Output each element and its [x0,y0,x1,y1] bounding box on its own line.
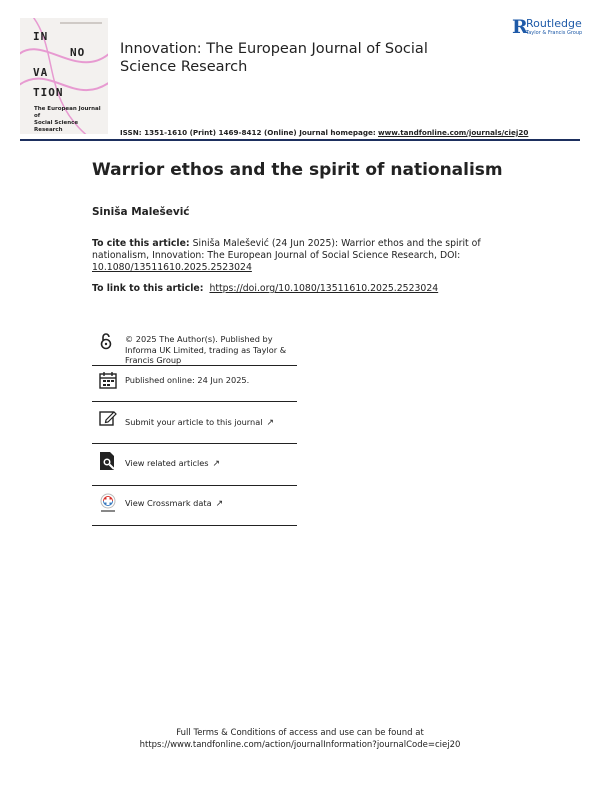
article-author: Siniša Malešević [92,206,190,218]
box-divider [92,525,297,526]
cover-word: IN [33,30,49,43]
box-divider [92,365,297,366]
terms-footer [0,727,600,751]
published-date [92,371,297,395]
routledge-logo-icon: R [512,16,528,38]
article-title: Warrior ethos and the spirit of nationalism [92,160,503,180]
journal-title: Innovation: The European Journal of Social Science Research [120,41,428,75]
cover-rule [60,22,102,24]
publisher-logo[interactable] [512,16,584,40]
article-link [92,283,438,294]
cover-title-line: Social Science Research [34,120,79,133]
issn-line [120,128,528,137]
publisher-subtitle: Taylor & Francis Group [526,30,583,36]
related-articles-link[interactable] [92,451,297,475]
crossmark-link[interactable] [92,493,297,517]
article-doi-link[interactable]: https://doi.org/10.1080/13511610.2025.2523024 [209,283,439,294]
publisher-name: Routledge [526,17,582,30]
crossmark-text-wrap [125,498,223,510]
external-link-icon: ↗ [212,459,221,469]
box-divider [92,401,297,402]
related-articles-icon [99,451,117,475]
edit-icon [99,409,117,431]
journal-cover [20,18,108,134]
open-access-notice [92,332,297,364]
related-text-wrap [125,458,220,470]
external-link-icon: ↗ [266,418,275,428]
external-link-icon: ↗ [215,499,224,509]
cover-word: VA [33,66,49,79]
terms-text: Full Terms & Conditions of access and use can be found at [176,728,424,738]
cover-word: NO [70,46,86,59]
header-divider [20,139,580,141]
cover-title-line: The European Journal of [34,106,101,119]
open-lock-icon [99,332,113,354]
calendar-icon [99,371,117,393]
related-text: View related articles [125,458,209,468]
submit-text: Submit your article to this journal [125,417,263,427]
submit-article-link[interactable] [92,409,297,433]
crossmark-text: View Crossmark data [125,498,212,508]
cover-word: TION [33,86,64,99]
crossmark-icon [99,493,117,519]
terms-link[interactable]: https://www.tandfonline.com/action/journalInformation?journalCode=ciej20 [139,740,461,750]
cite-text: Siniša Malešević (24 Jun 2025): Warrior ethos and the spirit of nationalism, Innovation: The European Journal of Social Science Research, DOI: [92,238,481,262]
journal-homepage-link[interactable]: www.tandfonline.com/journals/ciej20 [378,128,529,137]
cite-label: To cite this article: [92,238,190,249]
submit-text-wrap [125,417,274,429]
box-divider [92,443,297,444]
link-label: To link to this article: [92,283,204,294]
cite-doi-link[interactable]: 10.1080/13511610.2025.2523024 [92,262,252,274]
cover-title [34,106,108,134]
citation [92,238,492,275]
issn-text: ISSN: 1351-1610 (Print) 1469-8412 (Online) Journal homepage: [120,128,376,137]
copyright-text: © 2025 The Author(s). Published by Informa UK Limited, trading as Taylor & Francis Group [125,334,287,366]
box-divider [92,485,297,486]
published-text: Published online: 24 Jun 2025. [125,375,250,385]
